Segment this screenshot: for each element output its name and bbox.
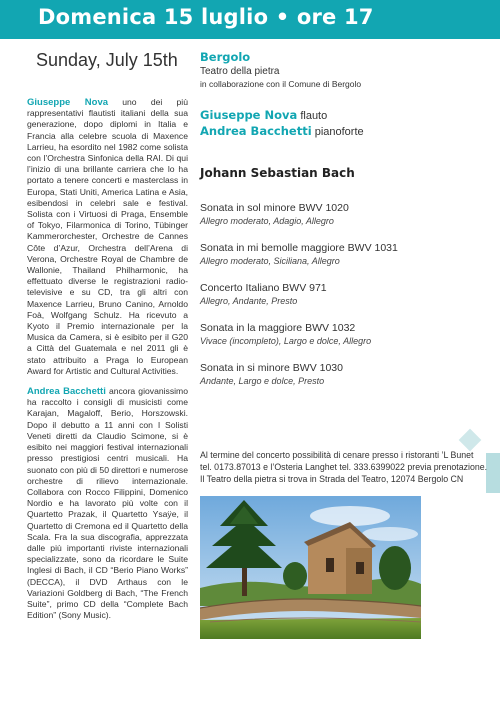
performers-list: [200, 108, 490, 140]
performer-name: Andrea Bacchetti: [200, 124, 312, 138]
performer-item: [200, 124, 490, 140]
program-item: [200, 322, 490, 347]
event-date-english: Sunday, July 15th: [36, 50, 178, 70]
bio-text-nova: uno dei più rappresentativi flautisti italiani della sua generazione, dopo diplomi in Italia e Francia alla celebre scuola di Maxence Larrieu, ha esordito nel 1982 come solista con l’Orchestra Sinfonica della RAI. Di qui l’inizio di una brillante carriera che lo ha portato a tenere concerti e masterclass in Europa, Stati Uniti, America Latina e Asia, esibendosi in celebri sale e festival. Solista con i Virtuosi di Praga, Ensemble of Tokyo, Filarmonica di Torino, Tübinger Kammerorchester, Orchestre de Cannes Côte d’Azur, Orchestra dell’Arena di Verona, Orchestre Royal de Chambre de Wallonie, Thailand Philharmonic, ha effettuato diverse le registrazioni radio-televisive e su CD, tra gli altri con Maxence Larrieu, Bruno Canino, Arnoldo Foà, Wolfgang Schulz. Ha ricevuto a Kyoto il Premio internazionale per la Musica da Camera, si è esibito per il G20 a Città del Guatemala e nel 2011 gli è stato attribuito a Praga lo European Award for Artistic and Cultural Activities.: [27, 97, 188, 376]
dinner-line: Il Teatro della pietra si trova in Strada del Teatro, 12074 Bergolo CN: [200, 474, 464, 484]
piece-title: Sonata in sol minore BWV 1020: [200, 202, 349, 214]
piece-title: Sonata in si minore BWV 1030: [200, 362, 343, 374]
program-item: [200, 242, 490, 267]
performer-item: [200, 108, 490, 124]
piece-movements: Vivace (incompleto), Largo e dolce, Allegro: [200, 336, 372, 346]
bio-text-bacchetti: ancora giovanissimo ha raccolto i consigli di musicisti come Karajan, Magaloff, Berio, Horszowski. Dopo il debutto a 11 anni con I Solisti Veneti diretti da Claudio Scimone, si è esibito nei maggiori festival internazionali presso prestigiosi centri musicali. Ha suonato con più di 50 direttori e numerose orchestre di rilievo internazionale. Collabora con Rocco Filippini, Domenico Nordio e ha lavorato più volte con il Quartetto Prazak, il Quartetto Ysaÿe, il Quartetto di Cremona ed il Quartetto della Scala. Fra la sua discografia, apprezzata dalle più importanti riviste internazionali specializzate, sono da ricordare le Suite Inglesi di Bach, il CD “Berio Piano Works” (DECCA), il DVD Arthaus con le Variazioni Goldberg di Bach, “The French Suite”, primo CD della “Complete Bach Edition” (Sony Music).: [27, 386, 188, 621]
bio-name-nova: Giuseppe Nova: [27, 97, 109, 108]
program-item: [200, 202, 490, 227]
bio-paragraph-bacchetti: [27, 386, 188, 621]
piece-title: Sonata in la maggiore BWV 1032: [200, 322, 356, 334]
venue-place: Teatro della pietra: [200, 66, 280, 77]
bio-name-bacchetti: Andrea Bacchetti: [27, 386, 106, 398]
program-item: [200, 362, 490, 387]
event-date-title: Domenica 15 luglio • ore 17: [38, 5, 374, 29]
performer-instrument: flauto: [297, 110, 328, 122]
composer-name: Johann Sebastian Bach: [200, 166, 355, 180]
performer-instrument: pianoforte: [311, 126, 364, 138]
header-banner: [0, 0, 500, 39]
dinner-line: tel. 0173.87013 e l’Osteria Langhet tel. 333.6399022 previa prenotazione.: [200, 462, 488, 472]
dinner-line: Al termine del concerto possibilità di cenare presso i ristoranti ’L Bunet: [200, 450, 474, 460]
program-column: [200, 50, 490, 402]
piece-title: Sonata in mi bemolle maggiore BWV 1031: [200, 242, 398, 254]
dinner-info: [200, 449, 490, 485]
venue-name: Bergolo: [200, 50, 251, 64]
program-item: [200, 282, 490, 307]
decorative-diamond: [459, 429, 482, 452]
piece-movements: Allegro moderato, Adagio, Allegro: [200, 216, 334, 226]
piece-movements: Andante, Largo e dolce, Presto: [200, 376, 325, 386]
venue-note: in collaborazione con il Comune di Bergolo: [200, 79, 362, 89]
program-list: [200, 202, 490, 387]
performer-name: Giuseppe Nova: [200, 108, 298, 122]
bio-paragraph-nova: [27, 97, 188, 377]
piece-movements: Allegro moderato, Siciliana, Allegro: [200, 256, 340, 266]
piece-title: Concerto Italiano BWV 971: [200, 282, 327, 294]
piece-movements: Allegro, Andante, Presto: [200, 296, 298, 306]
biography-column: [27, 97, 188, 630]
theatre-photo: [200, 496, 421, 639]
